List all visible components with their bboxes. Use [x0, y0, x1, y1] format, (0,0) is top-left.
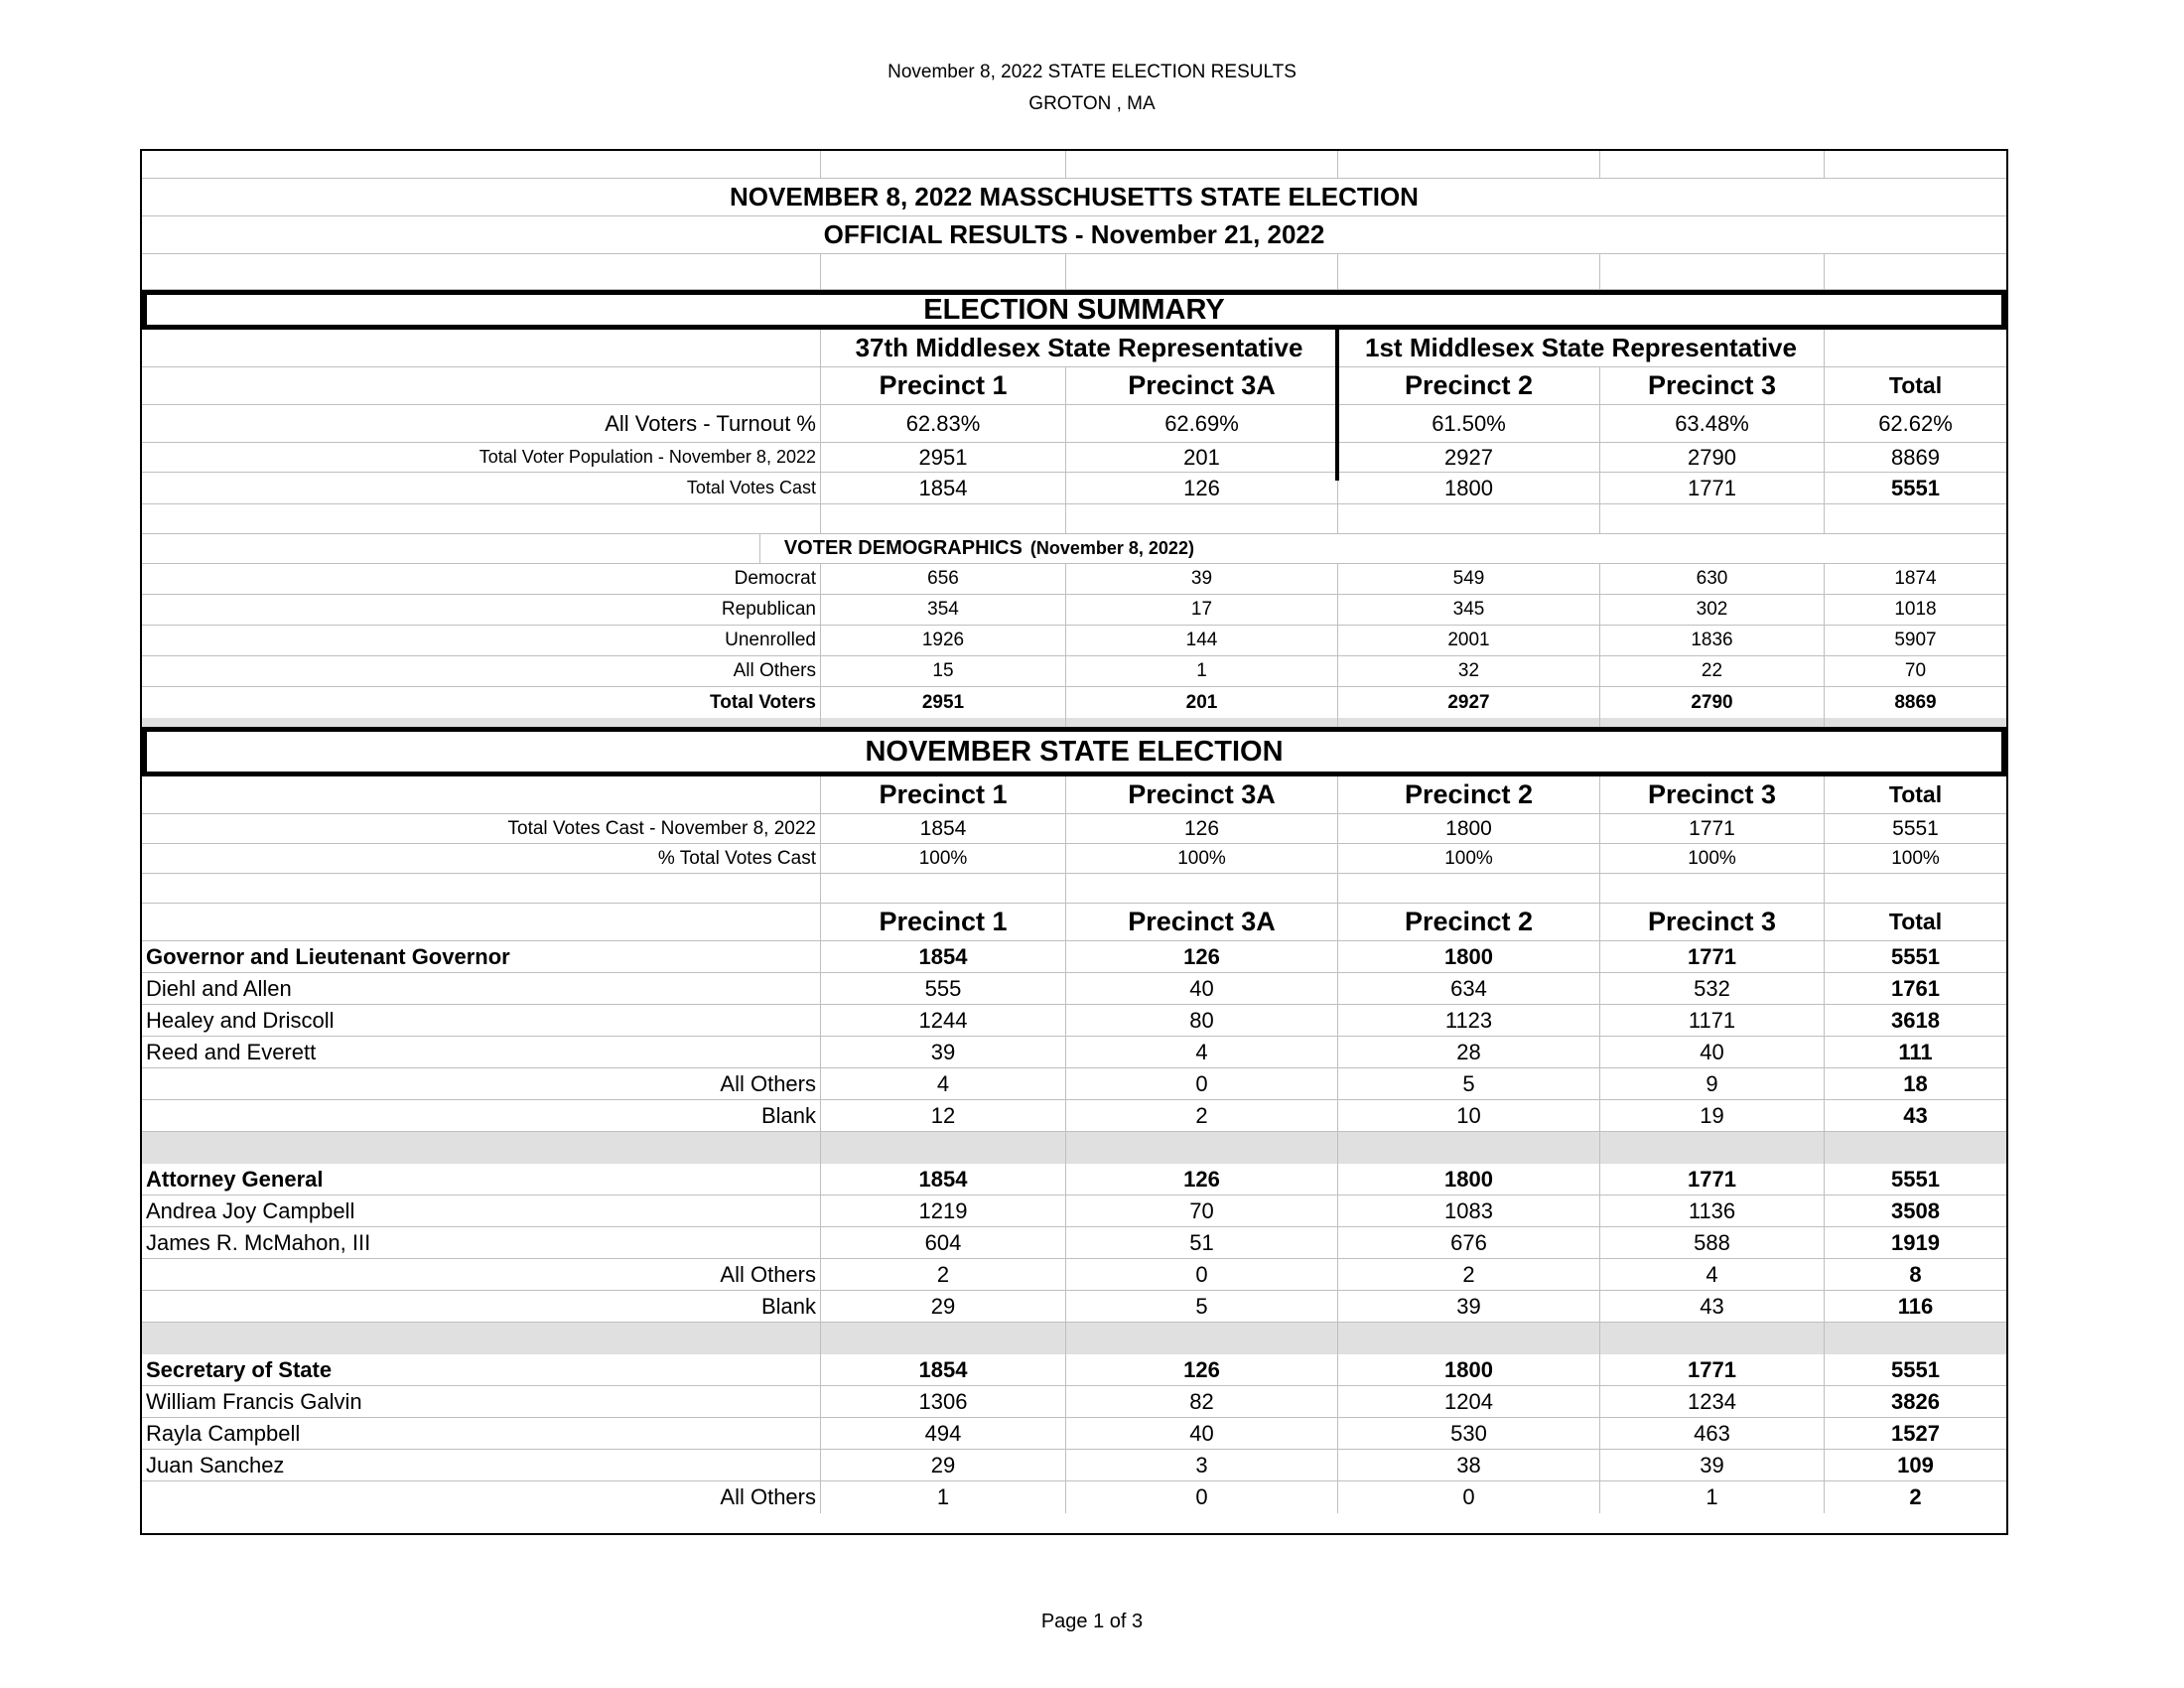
- row-label: Total Voters: [142, 687, 821, 718]
- cell-value: 18: [1903, 1070, 1928, 1096]
- column-header: Precinct 3A: [1066, 367, 1338, 404]
- cell-value: [821, 151, 1066, 178]
- cell-value: 1171: [1600, 1005, 1825, 1036]
- cell-value: 100%: [1338, 844, 1600, 873]
- candidate-name: Rayla Campbell: [142, 1418, 821, 1449]
- candidate-row: [142, 1450, 2006, 1481]
- spacer-row: [142, 1323, 2006, 1354]
- column-header: Precinct 1: [821, 904, 1066, 940]
- candidate-name: Blank: [142, 1100, 821, 1131]
- cell-value: 2001: [1338, 626, 1600, 655]
- cell-value: [1338, 874, 1600, 903]
- cell-value: 1771: [1600, 941, 1825, 972]
- candidate-name: Healey and Driscoll: [142, 1005, 821, 1036]
- candidate-name: Juan Sanchez: [142, 1450, 821, 1480]
- cell-value: [1066, 718, 1338, 727]
- cell-value: [1066, 151, 1338, 178]
- candidate-name: All Others: [142, 1259, 821, 1290]
- cell-value: 126: [1066, 473, 1338, 503]
- office-total-row: [142, 941, 2006, 973]
- cell-value: 70: [1904, 660, 1927, 681]
- cell-value: 32: [1338, 656, 1600, 686]
- cell-value: [1066, 504, 1338, 533]
- column-header: Precinct 1: [821, 367, 1066, 404]
- cell-value: 2790: [1600, 443, 1825, 472]
- cell-value: 126: [1066, 1164, 1338, 1195]
- cell-value: [1825, 254, 2006, 289]
- cell-value: 22: [1600, 656, 1825, 686]
- candidate-name: All Others: [142, 1068, 821, 1099]
- cell-value: [1066, 1132, 1338, 1164]
- cell-value: 0: [1066, 1068, 1338, 1099]
- candidate-row: [142, 1291, 2006, 1323]
- cell-value: 3: [1066, 1450, 1338, 1480]
- cell-value: 9: [1600, 1068, 1825, 1099]
- state-election-banner: NOVEMBER STATE ELECTION: [142, 727, 2006, 776]
- candidate-name: All Others: [142, 1481, 821, 1513]
- total-voters-row: [142, 687, 2006, 718]
- cell-value: 43: [1600, 1291, 1825, 1322]
- cell-value: 1234: [1600, 1386, 1825, 1417]
- cell-value: 1854: [821, 814, 1066, 843]
- candidate-row: [142, 1100, 2006, 1132]
- row-label: [142, 534, 760, 563]
- title-row: [142, 216, 2006, 254]
- cell-value: 630: [1600, 564, 1825, 594]
- cell-value: [1600, 1323, 1825, 1354]
- cell-value: 1771: [1600, 1164, 1825, 1195]
- cell-value: [1338, 1323, 1600, 1354]
- column-header: Precinct 3: [1600, 367, 1825, 404]
- row-label: [142, 904, 821, 940]
- candidate-row: [142, 1418, 2006, 1450]
- cell-value: 0: [1066, 1259, 1338, 1290]
- row-label: [142, 330, 821, 366]
- turnout-row: [142, 405, 2006, 443]
- cell-value: 2927: [1338, 687, 1600, 718]
- candidate-row: [142, 1227, 2006, 1259]
- cell-value: 62.62%: [1878, 410, 1953, 436]
- cell-value: 29: [821, 1291, 1066, 1322]
- cell-value: 1219: [821, 1196, 1066, 1226]
- cell-value: 1854: [821, 941, 1066, 972]
- cell-value: 40: [1066, 1418, 1338, 1449]
- pct-cast-row: [142, 844, 2006, 874]
- blank-row: [142, 504, 2006, 534]
- cell-value: 588: [1600, 1227, 1825, 1258]
- cell-value: 4: [821, 1068, 1066, 1099]
- cell-value: 549: [1338, 564, 1600, 594]
- cell-value: 2: [1066, 1100, 1338, 1131]
- cell-value: 8: [1909, 1261, 1922, 1287]
- cell-value: 100%: [1066, 844, 1338, 873]
- cell-value: 1123: [1338, 1005, 1600, 1036]
- cell-value: [1825, 151, 2006, 178]
- cell-value: 3508: [1891, 1197, 1940, 1223]
- cell-value: [821, 874, 1066, 903]
- demographic-row: [142, 626, 2006, 656]
- cell-value: 63.48%: [1600, 405, 1825, 442]
- title-row: [142, 179, 2006, 216]
- row-label: [142, 1132, 821, 1164]
- cell-value: 354: [821, 595, 1066, 625]
- candidate-name: Andrea Joy Campbell: [142, 1196, 821, 1226]
- column-header: Precinct 3: [1600, 904, 1825, 940]
- cell-value: 12: [821, 1100, 1066, 1131]
- cell-value: 676: [1338, 1227, 1600, 1258]
- cell-value: [821, 254, 1066, 289]
- results-sheet: [140, 149, 2008, 1535]
- cell-value: 39: [1600, 1450, 1825, 1480]
- cell-value: [821, 718, 1066, 727]
- candidate-name: James R. McMahon, III: [142, 1227, 821, 1258]
- cell-value: 1854: [821, 1164, 1066, 1195]
- column-header: Precinct 2: [1338, 367, 1600, 404]
- cell-value: 1: [1600, 1481, 1825, 1513]
- cell-value: 40: [1600, 1037, 1825, 1067]
- cell-value: 634: [1338, 973, 1600, 1004]
- cell-value: 2: [1338, 1259, 1600, 1290]
- cell-value: 5: [1338, 1068, 1600, 1099]
- cell-value: [1825, 504, 2006, 533]
- district-divider: [1335, 330, 1339, 481]
- cell-value: 39: [821, 1037, 1066, 1067]
- office-total-row: [142, 1164, 2006, 1196]
- cell-value: 1919: [1891, 1229, 1940, 1255]
- district-1st-label: 1st Middlesex State Representative: [1338, 330, 1825, 366]
- column-header: Precinct 3: [1600, 776, 1825, 813]
- cell-value: [1600, 504, 1825, 533]
- row-label: [142, 254, 821, 289]
- column-header: Total: [1888, 781, 1943, 807]
- cell-value: [1825, 1132, 2006, 1164]
- precinct-header-row: [142, 904, 2006, 941]
- precinct-header-row: [142, 776, 2006, 814]
- cell-value: 62.69%: [1066, 405, 1338, 442]
- district-header-row: [142, 330, 2006, 367]
- cell-value: 0: [1338, 1481, 1600, 1513]
- cell-value: 4: [1066, 1037, 1338, 1067]
- candidate-row: [142, 1259, 2006, 1291]
- candidate-name: Reed and Everett: [142, 1037, 821, 1067]
- cell-value: 8869: [1894, 691, 1937, 713]
- cell-value: 62.83%: [821, 405, 1066, 442]
- row-label: Republican: [142, 595, 821, 625]
- cell-value: [1338, 718, 1600, 727]
- cell-value: 28: [1338, 1037, 1600, 1067]
- cell-value: 2: [821, 1259, 1066, 1290]
- cell-value: 555: [821, 973, 1066, 1004]
- cell-value: [1825, 874, 2006, 903]
- cell-value: [1825, 1323, 2006, 1354]
- cell-value: 201: [1066, 443, 1338, 472]
- blank-row: [142, 151, 2006, 179]
- cell-value: 1836: [1600, 626, 1825, 655]
- cell-value: 1: [1066, 656, 1338, 686]
- cell-value: [1338, 1132, 1600, 1164]
- candidate-row: [142, 1037, 2006, 1068]
- column-header: Precinct 2: [1338, 776, 1600, 813]
- cell-value: 2: [1909, 1484, 1922, 1509]
- cell-value: 1771: [1600, 814, 1825, 843]
- cell-value: 1136: [1600, 1196, 1825, 1226]
- row-label: % Total Votes Cast: [142, 844, 821, 873]
- column-header: Total: [1888, 909, 1943, 934]
- cell-value: 126: [1066, 941, 1338, 972]
- cell-value: 1854: [821, 1354, 1066, 1385]
- candidate-name: William Francis Galvin: [142, 1386, 821, 1417]
- cell-value: [821, 504, 1066, 533]
- cell-value: [1600, 151, 1825, 178]
- candidate-row: [142, 1481, 2006, 1513]
- cell-value: 530: [1338, 1418, 1600, 1449]
- cell-value: 126: [1066, 814, 1338, 843]
- votes-cast-row: [142, 814, 2006, 844]
- cell-value: 1: [821, 1481, 1066, 1513]
- cell-value: 39: [1338, 1291, 1600, 1322]
- cell-value: [1066, 874, 1338, 903]
- cell-value: 2951: [821, 443, 1066, 472]
- page-header-title: November 8, 2022 STATE ELECTION RESULTS: [887, 62, 1297, 82]
- cell-value: 5551: [1892, 816, 1939, 840]
- cell-value: 345: [1338, 595, 1600, 625]
- cell-value: 144: [1066, 626, 1338, 655]
- office-title: Attorney General: [142, 1164, 821, 1195]
- row-label: Total Votes Cast - November 8, 2022: [142, 814, 821, 843]
- cell-value: 1771: [1600, 473, 1825, 503]
- cell-value: 61.50%: [1338, 405, 1600, 442]
- cell-value: 2927: [1338, 443, 1600, 472]
- candidate-row: [142, 1196, 2006, 1227]
- cell-value: 1854: [821, 473, 1066, 503]
- demographic-row: [142, 595, 2006, 626]
- cell-value: 1244: [821, 1005, 1066, 1036]
- cell-value: 5551: [1891, 475, 1940, 500]
- population-row: [142, 443, 2006, 473]
- spacer-row: [142, 1132, 2006, 1164]
- cell-value: 82: [1066, 1386, 1338, 1417]
- cell-value: [1066, 254, 1338, 289]
- page-number: Page 1 of 3: [1040, 1611, 1144, 1632]
- votes-cast-row: [142, 473, 2006, 504]
- cell-value: 302: [1600, 595, 1825, 625]
- cell-value: 2951: [821, 687, 1066, 718]
- report-subtitle: OFFICIAL RESULTS - November 21, 2022: [823, 219, 1325, 249]
- cell-value: 1771: [1600, 1354, 1825, 1385]
- cell-value: [1066, 1323, 1338, 1354]
- demographic-row: [142, 656, 2006, 687]
- row-label: [142, 874, 821, 903]
- row-label: [142, 504, 821, 533]
- cell-value: 80: [1066, 1005, 1338, 1036]
- candidate-row: [142, 1068, 2006, 1100]
- cell-value: 1204: [1338, 1386, 1600, 1417]
- row-label: [142, 367, 821, 404]
- row-label: Democrat: [142, 564, 821, 594]
- row-label: [142, 718, 821, 727]
- row-label: Total Voter Population - November 8, 2022: [142, 443, 821, 472]
- blank-row: [142, 254, 2006, 290]
- precinct-header-row: [142, 367, 2006, 405]
- cell-value: 1306: [821, 1386, 1066, 1417]
- cell-value: [1338, 151, 1600, 178]
- blank-row: [142, 874, 2006, 904]
- demographics-date: (November 8, 2022): [1029, 538, 1194, 558]
- row-label: All Voters - Turnout %: [142, 405, 821, 442]
- cell-value: 5551: [1891, 1356, 1940, 1382]
- cell-value: [1825, 718, 2006, 727]
- candidate-name: Diehl and Allen: [142, 973, 821, 1004]
- cell-value: 0: [1066, 1481, 1338, 1513]
- cell-value: 43: [1903, 1102, 1928, 1128]
- cell-value: 19: [1600, 1100, 1825, 1131]
- cell-value: 5: [1066, 1291, 1338, 1322]
- cell-value: 1800: [1338, 1354, 1600, 1385]
- row-label: [142, 151, 821, 178]
- cell-value: 10: [1338, 1100, 1600, 1131]
- cell-value: 1800: [1338, 814, 1600, 843]
- office-title: Governor and Lieutenant Governor: [142, 941, 821, 972]
- office-total-row: [142, 1354, 2006, 1386]
- cell-value: 5907: [1894, 630, 1937, 650]
- column-header: Precinct 3A: [1066, 904, 1338, 940]
- cell-value: [821, 1323, 1066, 1354]
- cell-value: [1600, 1132, 1825, 1164]
- cell-value: 100%: [821, 844, 1066, 873]
- cell-value: [1338, 504, 1600, 533]
- cell-value: 604: [821, 1227, 1066, 1258]
- cell-value: [1841, 534, 2006, 563]
- cell-value: 5551: [1891, 1166, 1940, 1192]
- column-header: Precinct 3A: [1066, 776, 1338, 813]
- column-header: Precinct 1: [821, 776, 1066, 813]
- row-label: All Others: [142, 656, 821, 686]
- cell-value: 494: [821, 1418, 1066, 1449]
- cell-value: [1600, 254, 1825, 289]
- cell-value: 111: [1898, 1039, 1933, 1064]
- office-title: Secretary of State: [142, 1354, 821, 1385]
- spacer-row: [142, 718, 2006, 727]
- row-label: [142, 1323, 821, 1354]
- cell-value: [821, 1132, 1066, 1164]
- cell-value: 100%: [1891, 847, 1940, 869]
- cell-value: [1825, 330, 2006, 366]
- candidate-row: [142, 1005, 2006, 1037]
- cell-value: 3826: [1891, 1388, 1940, 1414]
- demographics-title-text: VOTER DEMOGRAPHICS: [783, 537, 1023, 559]
- row-label: [142, 776, 821, 813]
- cell-value: 1018: [1894, 599, 1937, 620]
- cell-value: 40: [1066, 973, 1338, 1004]
- candidate-row: [142, 973, 2006, 1005]
- cell-value: 4: [1600, 1259, 1825, 1290]
- cell-value: 2790: [1600, 687, 1825, 718]
- demographics-title: [760, 534, 1842, 563]
- cell-value: 1527: [1891, 1420, 1940, 1446]
- cell-value: 463: [1600, 1418, 1825, 1449]
- column-header: Total: [1888, 372, 1943, 398]
- cell-value: [1338, 254, 1600, 289]
- cell-value: 1926: [821, 626, 1066, 655]
- cell-value: 1874: [1894, 568, 1937, 589]
- cell-value: 116: [1897, 1293, 1934, 1319]
- cell-value: 1800: [1338, 941, 1600, 972]
- cell-value: 1800: [1338, 473, 1600, 503]
- cell-value: 1800: [1338, 1164, 1600, 1195]
- cell-value: [1600, 718, 1825, 727]
- cell-value: 1083: [1338, 1196, 1600, 1226]
- candidate-name: Blank: [142, 1291, 821, 1322]
- demographic-row: [142, 564, 2006, 595]
- page-header-location: GROTON , MA: [1028, 93, 1156, 114]
- cell-value: 126: [1066, 1354, 1338, 1385]
- cell-value: 201: [1066, 687, 1338, 718]
- cell-value: 3618: [1891, 1007, 1940, 1033]
- demographics-title-row: [142, 534, 2006, 564]
- cell-value: 100%: [1600, 844, 1825, 873]
- candidate-row: [142, 1386, 2006, 1418]
- cell-value: 1761: [1891, 975, 1940, 1001]
- election-summary-banner: ELECTION SUMMARY: [142, 290, 2006, 330]
- cell-value: 8869: [1891, 444, 1940, 470]
- cell-value: [1600, 874, 1825, 903]
- cell-value: 38: [1338, 1450, 1600, 1480]
- cell-value: 51: [1066, 1227, 1338, 1258]
- cell-value: 532: [1600, 973, 1825, 1004]
- cell-value: 39: [1066, 564, 1338, 594]
- cell-value: 29: [821, 1450, 1066, 1480]
- cell-value: 656: [821, 564, 1066, 594]
- district-37th-label: 37th Middlesex State Representative: [821, 330, 1338, 366]
- cell-value: 109: [1897, 1452, 1934, 1477]
- cell-value: 15: [821, 656, 1066, 686]
- row-label: Total Votes Cast: [142, 473, 821, 503]
- cell-value: 17: [1066, 595, 1338, 625]
- cell-value: 5551: [1891, 943, 1940, 969]
- row-label: Unenrolled: [142, 626, 821, 655]
- cell-value: 70: [1066, 1196, 1338, 1226]
- report-title: NOVEMBER 8, 2022 MASSCHUSETTS STATE ELECTION: [730, 182, 1419, 211]
- column-header: Precinct 2: [1338, 904, 1600, 940]
